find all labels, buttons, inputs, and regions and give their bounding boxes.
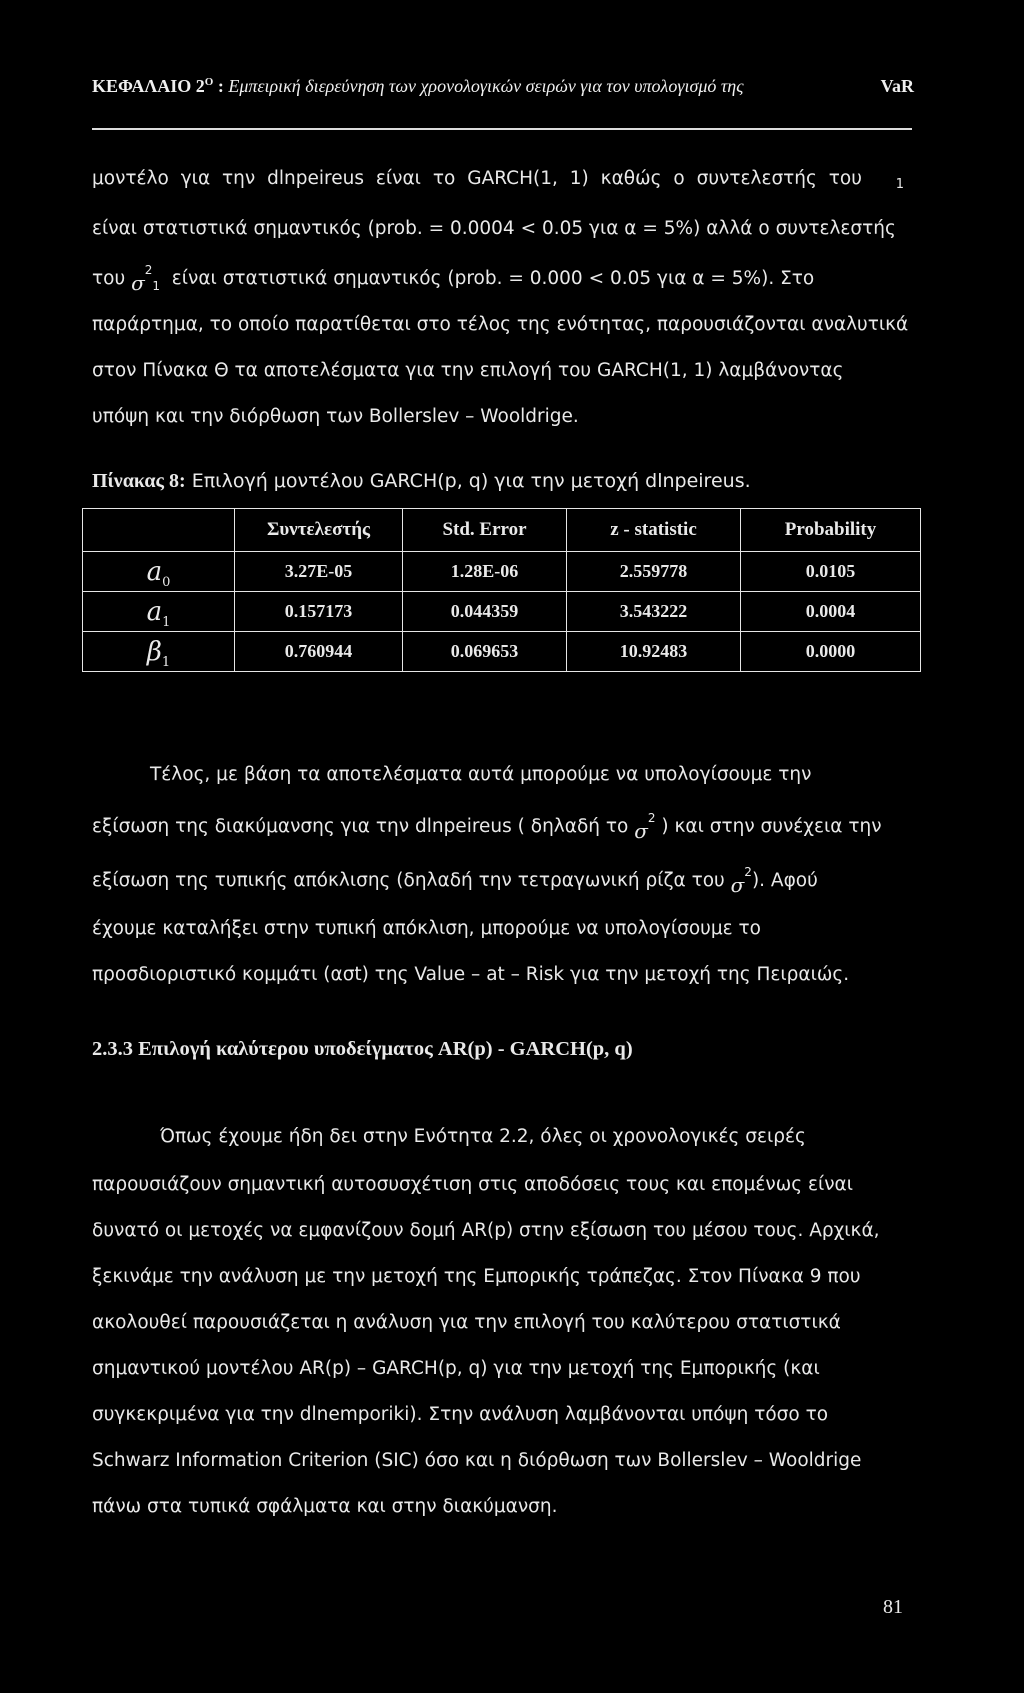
table-header-row <box>83 509 921 552</box>
word: dlnpeireus <box>267 168 364 189</box>
row-label <box>83 592 235 632</box>
chapter-superscript: Ο <box>204 76 214 88</box>
word: είναι <box>375 168 421 189</box>
table-cell: 0.044359 <box>403 592 567 632</box>
results-table <box>82 508 921 672</box>
para2-line5: προσδιοριστικό κομμάτι (ασt) της Value – at – Risk για την μετοχή της Πειραιώς. <box>92 964 850 985</box>
superscript: 2 <box>144 263 153 277</box>
table-label: Πίνακας 8: <box>92 470 186 492</box>
table-cell: 0.0000 <box>741 632 921 672</box>
row-label <box>83 552 235 592</box>
para2-line3 <box>92 865 914 897</box>
table-cell: 0.157173 <box>235 592 403 632</box>
table-cell: 10.92483 <box>567 632 741 672</box>
sigma-symbol: σ <box>634 819 648 843</box>
header-cell: Std. Error <box>403 509 567 552</box>
word: το <box>432 168 456 189</box>
section-title: 2.3.3 Επιλογή καλύτερου υποδείγματος AR(p) - GARCH(p, q) <box>92 1038 633 1060</box>
row-subscript: 0 <box>162 574 171 590</box>
alpha-subscript: 1 <box>895 177 904 192</box>
para3-line: σημαντικού μοντέλου AR(p) – GARCH(p, q) για την μετοχή της Εμπορικής (και <box>92 1358 820 1379</box>
header-cell <box>83 509 235 552</box>
para1-line6: υπόψη και την διόρθωση των Bollerslev – Wooldrige. <box>92 406 579 427</box>
header-var: VaR <box>880 76 914 96</box>
line-text: ) και στην συνέχεια την <box>661 816 882 837</box>
para1-line2: είναι στατιστικά σημαντικός (prob. = 0.0004 < 0.05 για α = 5%) αλλά ο συντελεστής <box>92 218 896 239</box>
table-cell: 0.069653 <box>403 632 567 672</box>
word: 1) <box>569 168 589 189</box>
chapter-label: ΚΕΦΑΛΑΙΟ 2 <box>92 76 205 96</box>
header-colon: : <box>217 76 224 96</box>
para3-line: παρουσιάζουν σημαντική αυτοσυσχέτιση στις αποδόσεις τους και επομένως είναι <box>92 1174 854 1195</box>
header-cell: Συντελεστής <box>235 509 403 552</box>
para3-line: ακολουθεί παρουσιάζεται η ανάλυση για την επιλογή του καλύτερου στατιστικά <box>92 1312 841 1333</box>
table-row <box>83 592 921 632</box>
word: ο <box>673 168 685 189</box>
line-text: εξίσωση της τυπικής απόκλισης (δηλαδή την τετραγωνική ρίζα του <box>92 870 725 891</box>
table-cell: 3.543222 <box>567 592 741 632</box>
table-row <box>83 552 921 592</box>
line-text: εξίσωση της διακύμανσης για την dlnpeireus ( δηλαδή το <box>92 816 629 837</box>
table-cell: 0.0004 <box>741 592 921 632</box>
para3-line: πάνω στα τυπικά σφάλματα και στην διακύμανση. <box>92 1496 558 1517</box>
page-number: 81 <box>883 1596 903 1618</box>
table-cell: 2.559778 <box>567 552 741 592</box>
word: GARCH(1, <box>467 168 558 189</box>
table-caption-text: Επιλογή μοντέλου GARCH(p, q) για την μετοχή dlnpeireus. <box>191 470 751 492</box>
word: μοντέλο <box>92 168 169 189</box>
para3-line: δυνατό οι μετοχές να εμφανίζουν δομή AR(p) στην εξίσωση του μέσου τους. Αρχικά, <box>92 1220 880 1241</box>
row-symbol: a <box>146 596 163 627</box>
para3-line: Schwarz Information Criterion (SIC) όσο και η διόρθωση των Bollerslev – Wooldrige <box>92 1450 862 1471</box>
table-cell: 0.760944 <box>235 632 403 672</box>
table-row <box>83 632 921 672</box>
superscript: 2 <box>744 865 752 879</box>
table-cell: 0.0105 <box>741 552 921 592</box>
row-subscript: 1 <box>161 654 171 670</box>
word: του <box>828 168 862 189</box>
para2-line4: έχουμε καταλήξει στην τυπική απόκλιση, μπορούμε να υπολογίσουμε το <box>92 918 761 939</box>
para1-line3 <box>92 263 914 295</box>
sigma-symbol: σ <box>131 271 145 295</box>
running-header <box>92 76 914 97</box>
line-text: του <box>92 268 126 289</box>
table-caption <box>92 470 751 493</box>
para2-line2 <box>92 811 914 843</box>
line-text: είναι στατιστικά σημαντικός (prob. = 0.000 < 0.05 για α = 5%). Στο <box>171 268 815 289</box>
word: την <box>222 168 256 189</box>
row-symbol: β <box>146 636 162 667</box>
table-cell: 1.28E-06 <box>403 552 567 592</box>
word: συντελεστής <box>696 168 817 189</box>
para2-line1: Τέλος, με βάση τα αποτελέσματα αυτά μπορούμε να υπολογίσουμε την <box>150 764 812 785</box>
header-cell: Probability <box>741 509 921 552</box>
para1-line5: στον Πίνακα Θ τα αποτελέσματα για την επιλογή του GARCH(1, 1) λαμβάνοντας <box>92 360 844 381</box>
row-subscript: 1 <box>162 614 171 630</box>
word: για <box>180 168 211 189</box>
table-cell: 3.27E-05 <box>235 552 403 592</box>
para3-line: ξεκινάμε την ανάλυση με την μετοχή της Εμπορικής τράπεζας. Στον Πίνακα 9 που <box>92 1266 861 1287</box>
sigma-symbol: σ <box>730 873 745 897</box>
superscript: 2 <box>647 811 656 825</box>
header-subtitle: Εμπειρική διερεύνηση των χρονολογικών σειρών για τον υπολογισμό της <box>228 76 744 96</box>
word: καθώς <box>600 168 662 189</box>
line-text: ). Αφού <box>751 870 818 891</box>
para3-line: Όπως έχουμε ήδη δει στην Ενότητα 2.2, όλες οι χρονολογικές σειρές <box>160 1126 806 1147</box>
header-cell: z - statistic <box>567 509 741 552</box>
header-rule <box>92 128 912 130</box>
para1-line1 <box>92 168 914 190</box>
subscript: 1 <box>152 279 160 293</box>
row-label <box>83 632 235 672</box>
para1-line4: παράρτημα, το οποίο παρατίθεται στο τέλος της ενότητας, παρουσιάζονται αναλυτικά <box>92 314 909 335</box>
row-symbol: a <box>146 556 163 587</box>
para3-line: συγκεκριμένα για την dlnemporiki). Στην ανάλυση λαμβάνονται υπόψη τόσο το <box>92 1404 829 1425</box>
